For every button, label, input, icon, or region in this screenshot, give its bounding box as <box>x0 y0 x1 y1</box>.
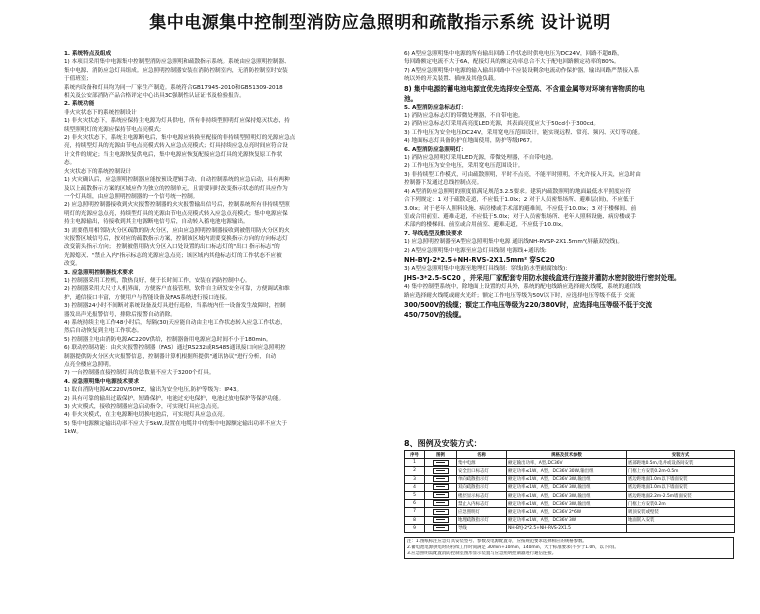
paragraph-line: 路应选择耐火线缆或耐火光纤；额定工作电压等级为50V以下时，应选择电压等级不低于 交流 <box>404 292 635 299</box>
legend-table-header-cell: 图例 <box>425 451 457 459</box>
legend-symbol-cell <box>425 500 457 508</box>
table-cell: 9 <box>405 524 425 532</box>
paragraph-line: 1kW。 <box>64 429 82 436</box>
paragraph-line: 7) 一台控制器直接控制灯具的总数量不应大于3200个灯具。 <box>64 370 215 377</box>
paragraph-line: 1) 控制器采用工控机，散热良好，便于长时间工作，安装在消防控制中心。 <box>64 277 251 284</box>
table-row <box>405 508 735 516</box>
legend-table-header-cell: 安装方式 <box>627 451 735 459</box>
table-cell: 额定功率≤1W，A型，DC36V 3W,输出组 <box>507 483 627 491</box>
table-cell: 5 <box>405 491 425 499</box>
note-line: 2.蓄电池电源供电时的持续工作时间满足 30min+10min，140min，大于标准要求(不少于1.0h，以下同)。 <box>407 545 619 550</box>
paragraph-line: 火灾状态下的系统控制设计 <box>64 168 132 175</box>
legend-table-header-cell: 序号 <box>405 451 425 459</box>
table-cell: 2 <box>405 467 425 475</box>
paragraph-line: 3) 火灾模式，接收控制器应急启动指令，可实现灯具应急点亮。 <box>64 404 223 411</box>
lamp-symbol-icon <box>433 468 449 474</box>
section-heading: 7. 导线选型及敷设要求 <box>404 230 463 237</box>
table-row <box>405 467 735 475</box>
legend-table-header-cell: 规格及技术参数 <box>507 451 627 459</box>
legend-notes <box>404 537 734 559</box>
paragraph-line: 2) 消防应急标志灯采用高亮度LED光源，其表面亮度应大于50cd小于300cd。 <box>404 121 599 128</box>
table-cell: 集中电源 <box>457 459 507 467</box>
section-heading: 2. 系统功能 <box>64 101 95 108</box>
paragraph-line: 2) 控制器采用大尺寸人机界面，方便客户直接管理，软件自主研发安全可靠，方便调试和维 <box>64 286 290 293</box>
table-cell: 4 <box>405 483 425 491</box>
table-cell: 6 <box>405 500 425 508</box>
table-cell: 楼层显示标志灯 <box>457 491 507 499</box>
table-cell: 单向疏散指示灯 <box>457 475 507 483</box>
paragraph-line: 2) 工作电压为安全电压，采用宽电压范围设计。 <box>404 163 524 170</box>
legend-symbol-cell <box>425 467 457 475</box>
section-heading: 1. 系统特点及组成 <box>64 51 112 57</box>
table-cell: 额定功率≤1W，A型，DC36V 3W,输出组 <box>507 475 627 483</box>
paragraph-line: 非火灾状态下的系统控制设计 <box>64 109 137 116</box>
section-heading: 6. A型消防应急照明灯： <box>404 146 467 153</box>
paragraph-line: 一个灯具组，由应急照明控制器的一个信号统一控制。 <box>64 193 199 200</box>
lamp-symbol-icon <box>433 476 449 482</box>
table-row <box>405 516 735 524</box>
legend-table-body <box>405 459 735 533</box>
section-heading: 4. 应急照明集中电源技术要求 <box>64 378 140 385</box>
table-cell: 底边距地面2.2m-2.5m墙面安装 <box>627 491 735 499</box>
paragraph-line: 1) 非火灾状态下，系统应保持主电源为灯具供电，所有非持续型照明灯应保持熄灭状态，持 <box>64 118 290 125</box>
paragraph-line: 计文件的规定；当主电源恢复供电后，集中电源应恢复配接应急灯具的光源恢复原工作状 <box>64 151 283 158</box>
table-row <box>405 475 735 483</box>
legend-table-header-cell: 名称 <box>457 451 507 459</box>
table-cell: 7 <box>405 508 425 516</box>
legend-symbol-cell <box>425 516 457 524</box>
legend-symbol-cell <box>425 491 457 499</box>
paragraph-line: 3) 非持续型工作模式，可由疏散照明，平时不点亮，不能平时照明，不允许接入开关，应急时由 <box>404 171 641 178</box>
paragraph-line: 300/500V的线缆；额定工作电压等级为220/380V时，应选择电压等级不低于交流 <box>404 301 653 310</box>
paragraph-line: 亮，持续型灯具的光源由节电点亮模式转入应急点亮模式；灯具持续应急点亮时间应符合设 <box>64 143 288 150</box>
right-column <box>404 50 734 320</box>
paragraph-line: 8) 集中电源的蓄电池电源宜优先选择安全型高、不含重金属等对环境有害物质的电 <box>404 84 645 93</box>
table-cell: 应急照明灯 <box>457 508 507 516</box>
table-cell: 门框上方安装0.2m-0.5m <box>627 467 735 475</box>
lamp-symbol-icon <box>433 460 449 466</box>
paragraph-line: 护，通信接口丰富，方便用户与智能设备及FAS系统进行接口连接。 <box>64 294 231 301</box>
legend-symbol-cell <box>425 524 457 532</box>
paragraph-line: 6) A型应急照明集中电源的所有输出回路工作状态时供电电压为DC24V，回路不超8路， <box>404 51 623 57</box>
legend-symbol-cell <box>425 508 457 516</box>
paragraph-line: 1) 消防应急标志灯的带微处理器，不自带电池。 <box>404 113 524 120</box>
table-cell: 3 <box>405 475 425 483</box>
lamp-symbol-icon <box>433 517 449 523</box>
paragraph-line: 统以外的开关装置、插座及其他负载。 <box>404 76 500 83</box>
paragraph-line: 光源熄灭、"禁止入内"指示标志的光源应急点亮；该区域内其他标志灯的工作状态不应被 <box>64 252 282 259</box>
paragraph-line: 4) 系统持续主电工作48小时后，每隔(30)天应能自动由主电工作状态转入应急工作状态， <box>64 320 286 326</box>
paragraph-line: 相关及公安部消防产品合格评定中心出具3C强制性认证证书及检验报告。 <box>64 93 245 100</box>
paragraph-line: 制器提供防火分区火灾报警信息，控制器计算机根据所提供"通讯协议"进行分析，自动 <box>64 353 277 360</box>
paragraph-line: 术部内的楼梯间、前室或合用前室、避难走道，不应低于10.0lx。 <box>404 222 567 229</box>
table-cell: NH-BYJ-2*2.5+NH-RVS-2X1.5 <box>507 524 627 532</box>
table-row <box>405 500 735 508</box>
paragraph-line: 3) 需要借用相邻防火分区疏散的防火分区，应由应急照明控制器接收到被借用防火分区的火 <box>64 227 290 234</box>
paragraph-line: 1) 火灾确认后，应急照明控制器应能按预设逻辑手动、自动控制系统的应急启动，具有两种 <box>64 177 290 184</box>
paragraph-line: 每回路额定电流不大于6A，配接灯具的额定功率总合不大于配电回路额定功率的80%。 <box>404 59 620 66</box>
paragraph-line: 持主电源输出，待接收到其主电源断电信号后，自动转入蓄电池电源输出。 <box>64 219 249 226</box>
table-cell: 安全出口标志灯 <box>457 467 507 475</box>
table-cell: 门框上方安装0.2m <box>627 500 735 508</box>
table-cell: 底边距地面1.0m以下墙面安装 <box>627 475 735 483</box>
paragraph-line: 3) A型应急照明集中电源至地埋灯具线制：穿线(防水型耐腐蚀线)： <box>404 265 571 272</box>
paragraph-line: 2) 非火灾状态下，系统主电源断电后，集中电源应转换至配接的非持续型照明灯的光源应急点 <box>64 135 296 142</box>
legend-table-header <box>405 451 735 459</box>
legend-table <box>404 450 735 533</box>
table-row <box>405 491 735 499</box>
paragraph-line: 点亮全楼应急照明。 <box>64 362 115 369</box>
paragraph-line: 合下列规定：1 对于疏散走道，不应低于1.0lx；2 对于人员密集场所、避难层(间)，不应低于 <box>404 197 635 204</box>
paragraph-line: 器发出声光报警信号，排除后报警自动消除。 <box>64 311 176 318</box>
page-title: 集中电源集中控制型消防应急照明和疏散指示系统 设计说明 <box>149 13 611 33</box>
paragraph-line: 4) 地面标志灯具备防护在地面使用，防护等级IP67。 <box>404 138 536 145</box>
table-cell: 8 <box>405 516 425 524</box>
lamp-symbol-icon <box>433 509 449 515</box>
paragraph-line: NH-BYJ-2*2.5+NH-RVS-2X1.5mm² 穿SC20 <box>404 255 555 264</box>
paragraph-line: 450/750V的线缆。 <box>404 311 466 320</box>
table-cell: 1 <box>405 459 425 467</box>
note-line: 注：1.图纸标注应急灯具安装型号、参数及电源配置等，应按规范要求选择相应的规格参数。 <box>407 539 587 544</box>
lamp-symbol-icon <box>433 525 449 531</box>
paragraph-line: 集中电源、消防应急灯具组成。应急照明控制器安装在消防控制室内，无消防控制室时安装 <box>64 67 288 74</box>
paragraph-line: 控制器下发通过总线控制点亮。 <box>404 180 483 187</box>
note-line: 3.应急照明需配置消防控制室图形显示装置与应急照明控制器进行通信连接。 <box>407 551 557 556</box>
table-cell: 额定功率≤1W，A型，DC36V 2*6W <box>507 508 627 516</box>
paragraph-line: 1) 应急照明控制器至A型应急照明集中电源 通讯线NH-RVSP-2X1.5mm²(屏蔽双绞线)。 <box>404 239 623 246</box>
paragraph-line: 室或合用前室、避难走道，不应低于5.0lx；对于人员密集场所、老年人照料设施、病房楼或手 <box>404 213 636 220</box>
paragraph-line: 3) 控制器24小时不间断对系统设备及灯具进行巡检，当系统内任一设备发生故障时，控制 <box>64 303 286 310</box>
paragraph-line: 池。 <box>404 94 418 103</box>
table-row <box>405 459 735 467</box>
table-cell: 禁止入内标志灯 <box>457 500 507 508</box>
paragraph-line: 5) 控制器主电由消防电源AC220V供给，控制器备用电源应急时间不小于180min。 <box>64 336 272 343</box>
lamp-symbol-icon <box>433 500 449 506</box>
table-row <box>405 524 735 532</box>
table-cell: 地面嵌入安装 <box>627 516 735 524</box>
table-cell: 底部距地0.5m,电井或设备间安装 <box>627 459 735 467</box>
paragraph-line: 明灯的光源应急点亮，持续型灯具的光源由节电点亮模式转入应急点亮模式；集中电源应保 <box>64 210 288 217</box>
legend-symbol-cell <box>425 483 457 491</box>
paragraph-line: 1) 取自消防电源AC220V/50HZ，输出为安全电压,防护等级为：IP43。 <box>64 387 243 394</box>
paragraph-line: 2) 应急照明控制器接收到火灾报警控制器的火灾报警输出信号后，控制系统所有非持续型照 <box>64 202 290 209</box>
paragraph-line: 灾报警区域信号后，按对应的疏散指示方案，控制该区域内需要变换指示方向的方向标志灯 <box>64 235 288 242</box>
paragraph-line: 5) 集中电源额定输出功率不应大于5kW,设置在电缆井中的集中电源额定输出功率不应大于 <box>64 420 288 427</box>
paragraph-line: 3) 工作电压为安全电压DC24V，采用宽电压范围设计，能实现远程、常亮、频闪、灭灯等功能。 <box>404 129 644 136</box>
table-cell: 导线 <box>457 524 507 532</box>
paragraph-line: 3.0lx；对于老年人照料设施、病房楼或手术部的避难间，不应低于10.0lx；3 对于楼梯间、前 <box>404 205 637 212</box>
paragraph-line: 4) 非火灾模式，在主电源断电切换电池后，可实现灯具应急点亮。 <box>64 412 229 419</box>
paragraph-line: 改变箭头指示方向； 控制被借用防火分区入口处设置的出口标志灯的"出口 指示标志"的 <box>64 244 280 251</box>
legend-symbol-cell <box>425 459 457 467</box>
paragraph-line: 改变。 <box>64 261 81 268</box>
lamp-symbol-icon <box>433 492 449 498</box>
paragraph-line: 及以上疏散指示方案的区域应作为独立的控制单元，且需要同时改变指示状态的灯具应作为 <box>64 185 288 192</box>
paragraph-line: JHS-3*2.5-SC20 ，并采用厂家配套专用防水接线盒进行连接并灌防水密封胶进行密封处理。 <box>404 274 681 283</box>
paragraph-line: 7) A型应急照明集中电源的输入输出回路中不应装设剩余电流动作保护器，输出回路严禁接入系 <box>404 67 640 74</box>
paragraph-line: 4) 集中控制型系统中，除地面上设置的灯具外，系统的配电线路应选择耐火线缆，系统的通信线 <box>404 284 641 291</box>
legend-table-title: 8、图例及安装方式： <box>404 439 482 448</box>
table-row <box>405 483 735 491</box>
table-cell <box>627 524 735 532</box>
paragraph-line: 6) 联动控制功能：由火灾报警控制器（FAS）通过RS232或RS485通讯接口向应急照明控 <box>64 345 286 352</box>
left-column <box>64 50 382 437</box>
table-cell: 额定功率≤1W，A型，DC36V 3W,输出组 <box>507 500 627 508</box>
paragraph-line: 2) 具有可靠的输出过载保护，短路保护，电池过充电保护，电池过放电保护等保护功能。 <box>64 395 285 402</box>
table-cell: 额定功率≤1W，A型，DC36V 3W <box>507 516 627 524</box>
paragraph-line: 2) A型应急照明集中电源至应急灯具线制 电源线+通讯线: <box>404 247 547 254</box>
paragraph-line: 4) A型消防应急照明的照度值满足规范3.2.5要求。建筑内疏散照明的地面最低水平照度应符 <box>404 188 631 195</box>
legend-symbol-cell <box>425 475 457 483</box>
table-cell: 双向疏散指示灯 <box>457 483 507 491</box>
paragraph-line: 1) 消防应急照明灯采用LED光源，带微处理器，不自带电池。 <box>404 155 557 162</box>
table-cell: 吸顶安装或壁装 <box>627 508 735 516</box>
paragraph-line: 续型照明灯的光源应保持节电点亮模式; <box>64 126 161 133</box>
table-cell: 额定输出功率，A型,DC36V <box>507 459 627 467</box>
paragraph-line: 态。 <box>64 160 76 167</box>
section-heading: 5. A型消防应急标志灯： <box>404 104 467 111</box>
paragraph-line: 系统内设备和灯具均为同一厂家生产制造。系统符合GB17945-2010和GB51309-2018 <box>64 84 283 91</box>
paragraph-line: 于值班室; <box>64 76 89 83</box>
section-heading: 3. 应急照明控制器技术要求 <box>64 269 134 276</box>
table-cell: 额定功率≤1W，A型，DC36V 30W,输出组 <box>507 467 627 475</box>
table-cell: 底边距地面1.0m以下墙面安装 <box>627 483 735 491</box>
table-cell: 地埋疏散指示灯 <box>457 516 507 524</box>
table-cell: 额定功率≤1W，A型，DC36V 3W,输出组 <box>507 491 627 499</box>
paragraph-line: 然后自动恢复到主电工作状态。 <box>64 328 143 335</box>
lamp-symbol-icon <box>433 484 449 490</box>
paragraph-line: 1) 本项目采用集中电源集中控制型消防应急照明和疏散指示系统。系统由应急照明控制器、 <box>64 59 290 66</box>
